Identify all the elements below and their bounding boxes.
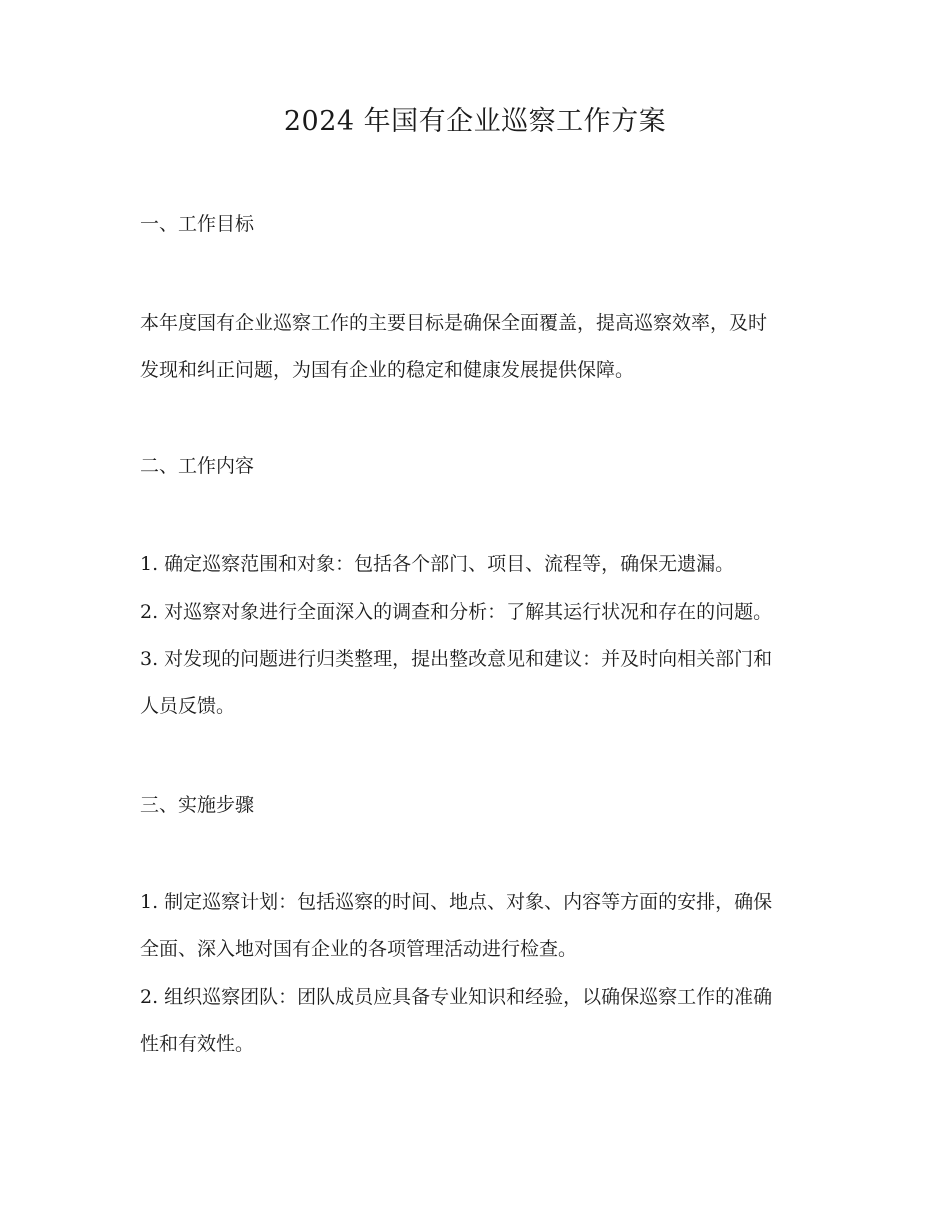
- paragraph-line: 人员反馈。: [140, 695, 236, 717]
- paragraph-line: 1. 制定巡察计划：包括巡察的时间、地点、对象、内容等方面的安排，确保: [140, 891, 773, 913]
- paragraph-content-item-1: [140, 541, 820, 588]
- paragraph-steps-item-2: [140, 974, 820, 1068]
- document-title: 2024 年国有企业巡察工作方案: [283, 106, 667, 137]
- paragraph-content-item-3: [140, 636, 820, 730]
- paragraph-line: 3. 对发现的问题进行归类整理，提出整改意见和建议：并及时向相关部门和: [140, 648, 773, 670]
- paragraph-line: 1. 确定巡察范围和对象：包括各个部门、项目、流程等，确保无遗漏。: [140, 553, 735, 575]
- paragraph-goals: [140, 300, 820, 394]
- paragraph-line: 全面、深入地对国有企业的各项管理活动进行检查。: [140, 938, 578, 960]
- section-heading-steps: 三、实施步骤: [140, 794, 255, 816]
- section-heading-goals: 一、工作目标: [140, 213, 255, 235]
- paragraph-content-item-2: [140, 589, 820, 636]
- paragraph-line: 性和有效性。: [140, 1033, 255, 1055]
- paragraph-line: 2. 对巡察对象进行全面深入的调查和分析：了解其运行状况和存在的问题。: [140, 601, 773, 623]
- paragraph-line: 发现和纠正问题，为国有企业的稳定和健康发展提供保障。: [140, 359, 635, 381]
- paragraph-line: 2. 组织巡察团队：团队成员应具备专业知识和经验，以确保巡察工作的准确: [140, 986, 773, 1008]
- paragraph-line: 本年度国有企业巡察工作的主要目标是确保全面覆盖，提高巡察效率，及时: [140, 312, 768, 334]
- paragraph-steps-item-1: [140, 879, 820, 973]
- section-heading-content: 二、工作内容: [140, 455, 255, 477]
